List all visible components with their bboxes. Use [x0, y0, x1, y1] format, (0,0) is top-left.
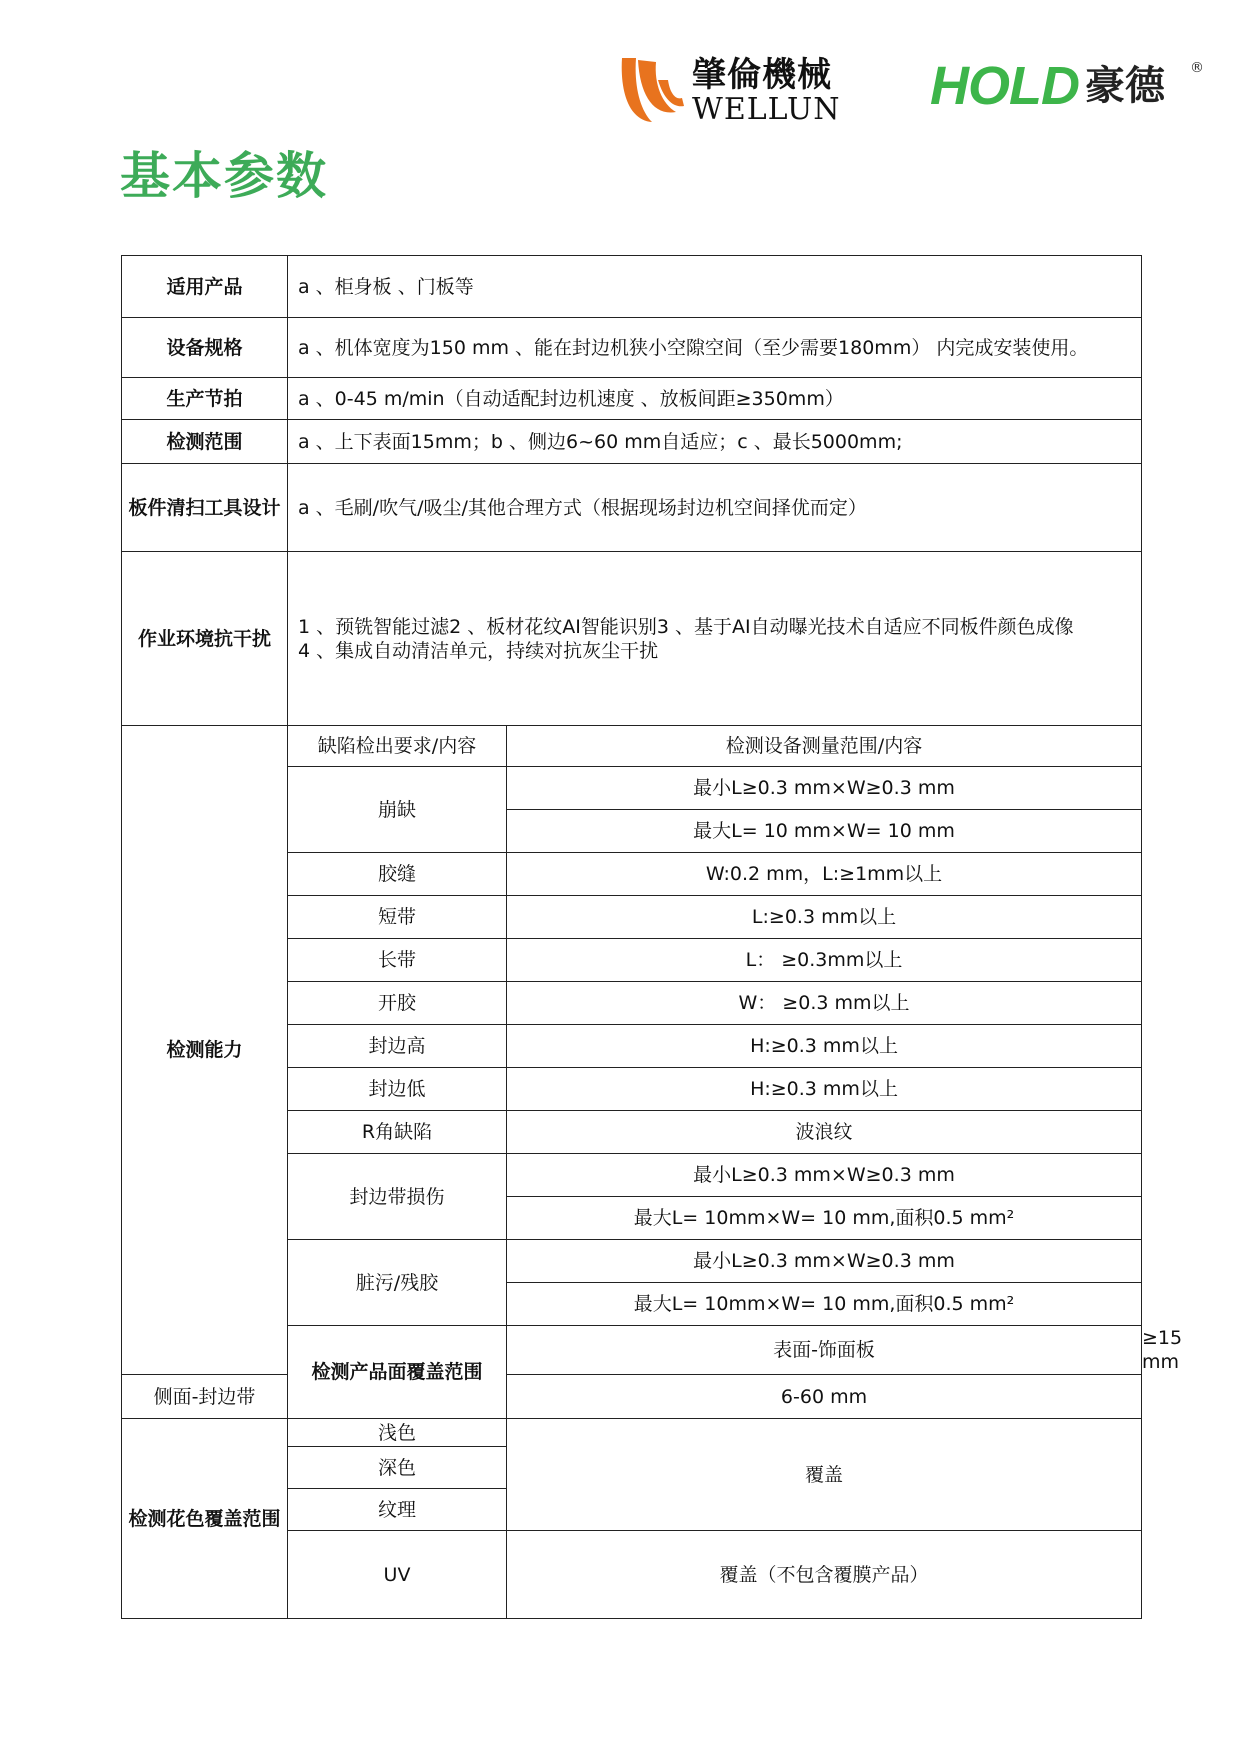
row-label: 检测范围 [122, 420, 288, 464]
table-row [122, 464, 1142, 552]
defect-name: 开胶 [288, 982, 507, 1025]
table-row [122, 420, 1142, 464]
coverage-value: 6-60 mm [507, 1375, 1142, 1419]
column-header: 检测设备测量范围/内容 [507, 726, 1142, 767]
defect-name: 封边带损伤 [288, 1154, 507, 1240]
table-row [122, 726, 1142, 767]
spec-table [121, 255, 1183, 1619]
defect-name: 胶缝 [288, 853, 507, 896]
color-cover-value: 覆盖 [507, 1419, 1142, 1531]
row-label: 生产节拍 [122, 378, 288, 420]
measure-value: 最大L= 10 mm×W= 10 mm [507, 810, 1142, 853]
wellun-brand-cn: 肇倫機械 [692, 55, 832, 95]
defect-name: 短带 [288, 896, 507, 939]
measure-value: 最小L≥0.3 mm×W≥0.3 mm [507, 767, 1142, 810]
measure-value: 最小L≥0.3 mm×W≥0.3 mm [507, 1154, 1142, 1197]
table-row [122, 1419, 1142, 1447]
measure-value: W： ≥0.3 mm以上 [507, 982, 1142, 1025]
env-line-1: 1 、预铣智能过滤2 、板材花纹AI智能识别3 、基于AI自动曝光技术自适应不同板件颜色成像 [298, 615, 1074, 638]
row-value: a 、0-45 m/min（自动适配封边机速度 、放板间距≥350mm） [288, 378, 1142, 420]
wellun-brand [692, 56, 840, 126]
wellun-brand-en: WELLUN [692, 92, 841, 127]
row-label: 适用产品 [122, 256, 288, 318]
coverage-name: 侧面-封边带 [122, 1375, 288, 1419]
hold-brand [930, 58, 1165, 114]
measure-value: 最小L≥0.3 mm×W≥0.3 mm [507, 1240, 1142, 1283]
column-header: 缺陷检出要求/内容 [288, 726, 507, 767]
measure-value: 波浪纹 [507, 1111, 1142, 1154]
measure-value: H:≥0.3 mm以上 [507, 1025, 1142, 1068]
row-value: a 、毛刷/吹气/吸尘/其他合理方式（根据现场封边机空间择优而定） [288, 464, 1142, 552]
table-row: 检测产品面覆盖范围 表面-饰面板 ≥15 mm [122, 1326, 1142, 1375]
defect-name: 封边低 [288, 1068, 507, 1111]
table-row [122, 1375, 1142, 1419]
color-name: 深色 [288, 1447, 507, 1489]
measure-value: H:≥0.3 mm以上 [507, 1068, 1142, 1111]
defect-name: 长带 [288, 939, 507, 982]
measure-value: 最大L= 10mm×W= 10 mm,面积0.5 mm² [507, 1197, 1142, 1240]
row-label: 板件清扫工具设计 [122, 464, 288, 552]
table-row [122, 318, 1142, 378]
hold-brand-cn: 豪德 [1084, 63, 1165, 109]
row-value: a 、柜身板 、门板等 [288, 256, 1142, 318]
table-row [122, 378, 1142, 420]
table-row [122, 256, 1142, 318]
row-value: a 、上下表面15mm；b 、侧边6~60 mm自适应；c 、最长5000mm; [288, 420, 1142, 464]
registered-mark: ® [1190, 60, 1204, 76]
coverage-name: 表面-饰面板 [507, 1326, 1142, 1375]
measure-value: W:0.2 mm，L:≥1mm以上 [507, 853, 1142, 896]
measure-value: L:≥0.3 mm以上 [507, 896, 1142, 939]
measure-value: 最大L= 10mm×W= 10 mm,面积0.5 mm² [507, 1283, 1142, 1326]
section-label: 检测花色覆盖范围 [122, 1419, 288, 1619]
page-title: 基本参数 [120, 147, 328, 205]
defect-name: R角缺陷 [288, 1111, 507, 1154]
row-value: a 、机体宽度为150 mm 、能在封边机狭小空隙空间（至少需要180mm） 内完成安装使用。 [288, 318, 1142, 378]
uv-cover-value: 覆盖（不包含覆膜产品） [507, 1531, 1142, 1619]
row-value [288, 552, 1142, 726]
wellun-logo-icon [618, 50, 686, 130]
section-label: 检测产品面覆盖范围 [288, 1326, 507, 1419]
measure-value: L： ≥0.3mm以上 [507, 939, 1142, 982]
color-name: 浅色 [288, 1419, 507, 1447]
color-name: UV [288, 1531, 507, 1619]
row-label: 设备规格 [122, 318, 288, 378]
env-line-2: 4 、集成自动清洁单元，持续对抗灰尘干扰 [298, 639, 659, 662]
defect-name: 封边高 [288, 1025, 507, 1068]
defect-name: 脏污/残胶 [288, 1240, 507, 1326]
hold-brand-en: HOLD [930, 56, 1079, 116]
table-row [122, 552, 1142, 726]
color-name: 纹理 [288, 1489, 507, 1531]
section-label: 检测能力 [122, 726, 288, 1375]
row-label: 作业环境抗干扰 [122, 552, 288, 726]
defect-name: 崩缺 [288, 767, 507, 853]
